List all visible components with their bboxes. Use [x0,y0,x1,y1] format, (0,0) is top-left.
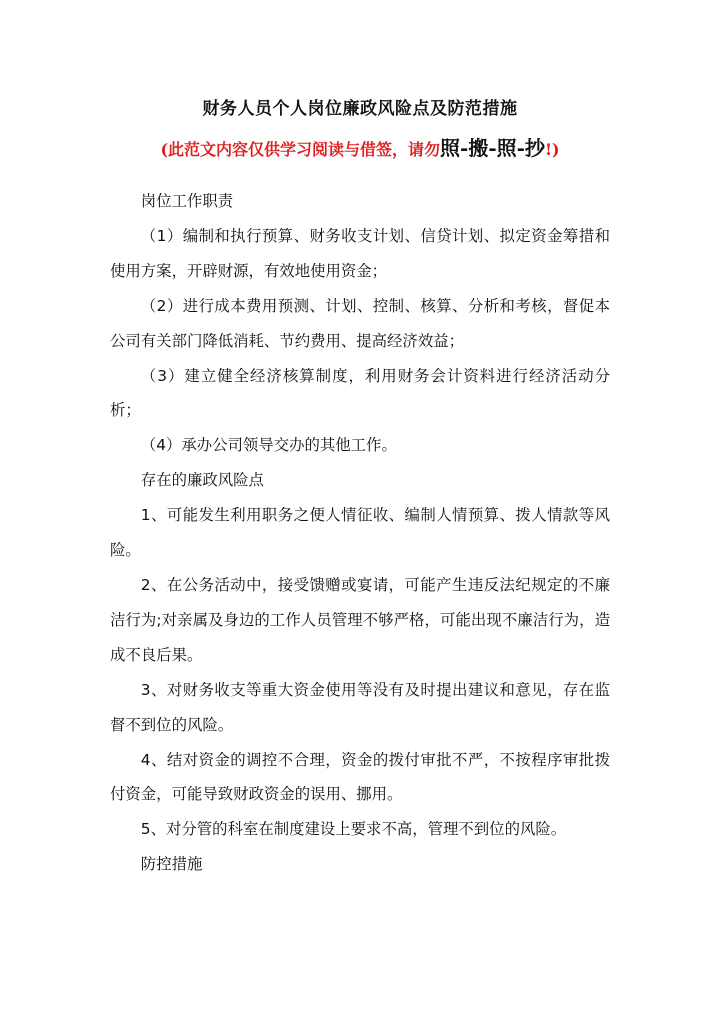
duty-paragraph: （4）承办公司领导交办的其他工作。 [140,436,397,455]
notice-prefix: (此范文内容仅供学习阅读与借签，请勿 [160,140,441,159]
risk-paragraph: 2、在公务活动中，接受馈赠或宴请，可能产生违反法纪规定的不廉洁行为;对亲属及身边的工作人员管理不够严格，可能出现不廉洁行为，造成不良后果。 [110,575,610,664]
section-heading-duties: 岗位工作职责 [140,192,234,210]
risk-paragraph: 4、结对资金的调控不合理，资金的拨付审批不严，不按程序审批拨付资金，可能导致财政资金的误用、挪用。 [110,750,610,804]
copy-notice [0,132,720,161]
notice-emphasis: 照-搬-照-抄 [440,136,545,160]
document-body [110,184,610,882]
document-title: 财务人员个人岗位廉政风险点及防范措施 [202,99,518,119]
notice-suffix: !) [544,140,560,159]
section-heading-risks: 存在的廉政风险点 [140,471,264,490]
risk-paragraph: 1、可能发生利用职务之便人情征收、编制人情预算、拨人情款等风险。 [110,506,610,560]
duty-paragraph: （3）建立健全经济核算制度，利用财务会计资料进行经济活动分析； [110,366,610,420]
risk-paragraph: 5、对分管的科室在制度建设上要求不高，管理不到位的风险。 [140,820,567,839]
duty-paragraph: （1）编制和执行预算、财务收支计划、信贷计划、拟定资金筹措和使用方案，开辟财源，有效地使用资金； [110,226,610,280]
section-heading-measures: 防控措施 [140,855,203,874]
duty-paragraph: （2）进行成本费用预测、计划、控制、核算、分析和考核，督促本公司有关部门降低消耗、节约费用、提高经济效益； [110,296,610,350]
risk-paragraph: 3、对财务收支等重大资金使用等没有及时提出建议和意见，存在监督不到位的风险。 [110,680,610,734]
